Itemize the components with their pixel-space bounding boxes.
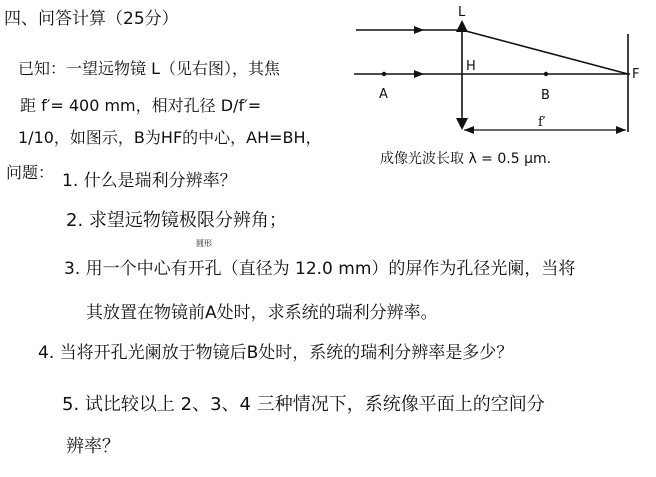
question-3-line-1: 3. 用一个中心有开孔（直径为 12.0 mm）的屏作为孔径光阑，当将: [64, 259, 576, 279]
ray-arrow-icon: [414, 26, 424, 34]
question-5-line-1: 5. 试比较以上 2、3、4 三种情况下，系统像平面上的空间分: [62, 394, 545, 415]
label-H: H: [466, 59, 476, 74]
section-title: 四、问答计算（25分）: [4, 9, 179, 29]
given-line-1: 已知：一望远物镜 L（见右图），其焦: [18, 59, 281, 78]
converging-ray: [462, 30, 628, 74]
point-A-marker: [382, 72, 386, 76]
label-F: F: [632, 67, 640, 82]
lens-bottom-arrow-icon: [456, 118, 468, 130]
question-5-line-2: 辨率？: [66, 436, 120, 457]
question-4: 4. 当将开孔光阑放于物镜后B处时，系统的瑞利分辨率是多少？: [38, 343, 514, 363]
question-1: 1. 什么是瑞利分辨率？: [62, 171, 237, 191]
question-2: 2. 求望远物镜极限分辨角；: [66, 210, 287, 231]
label-f-prime: f′: [538, 115, 546, 130]
dimension-right-arrow-icon: [616, 126, 626, 134]
questions-label: 问题：: [6, 163, 55, 182]
given-line-4: 成像光波长取 λ = 0.5 μm.: [380, 151, 552, 167]
label-L: L: [458, 5, 466, 20]
dimension-left-arrow-icon: [464, 126, 474, 134]
point-B-marker: [544, 72, 548, 76]
question-3-line-2: 其放置在物镜前A处时，求系统的瑞利分辨率。: [86, 303, 438, 323]
label-A: A: [379, 87, 388, 102]
given-line-3: 1/10，如图示，B为HF的中心，AH=BH，: [18, 128, 322, 147]
given-line-2: 距 f′= 400 mm，相对孔径 D/f′=: [20, 96, 262, 115]
lens-top-arrow-icon: [456, 20, 468, 32]
question-3-annotation: 圆形: [196, 239, 212, 248]
label-B: B: [541, 88, 550, 103]
axis-arrow-icon: [414, 70, 424, 78]
